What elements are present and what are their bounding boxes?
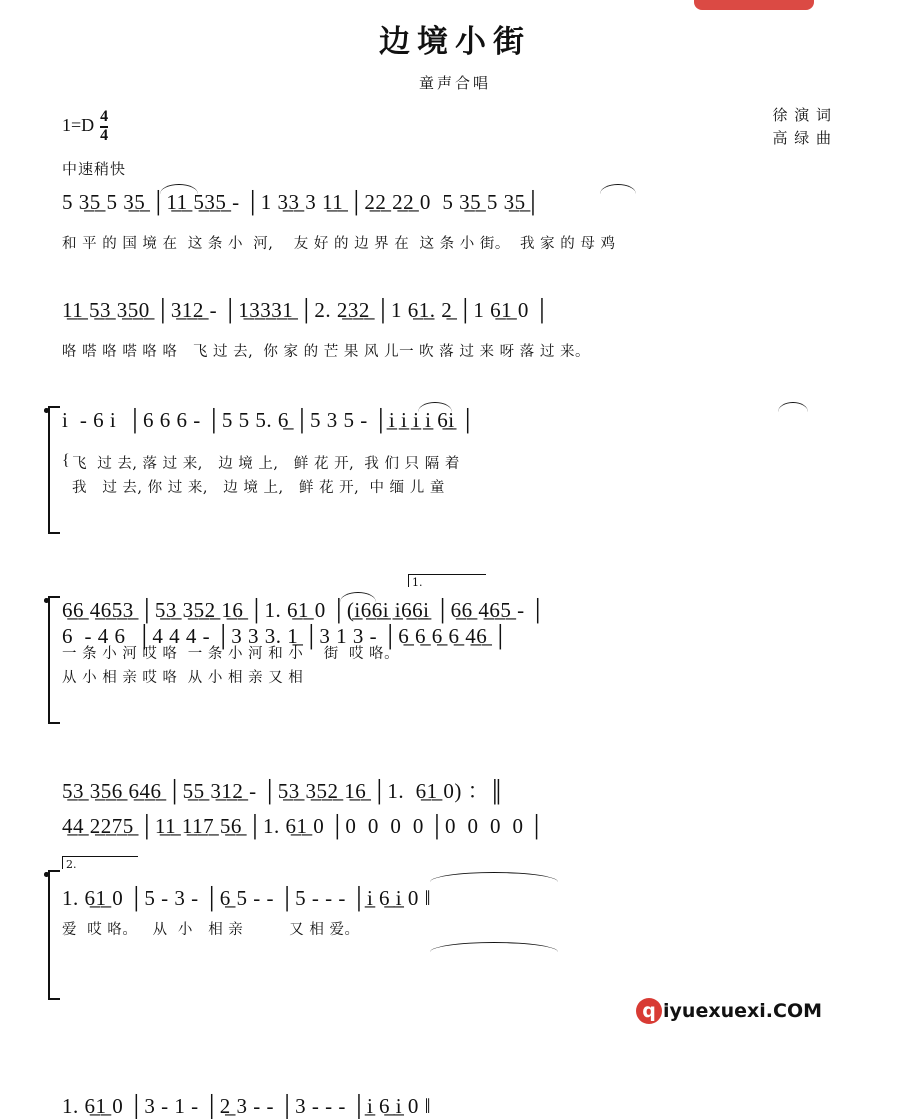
system-1-staff	[0, 190, 910, 220]
slur	[160, 184, 198, 194]
system-2-melody: 1̲1̲ 5̲3̲ 3̲5̲0̲ │3̲1̲2̲ - │1̲3̲3̲3̲1̲ │2. 2̲3̲2̲ │1 6̲1̲. 2̲ │1 6̲1̲ 0 │	[62, 298, 550, 322]
system-5	[0, 775, 910, 805]
logo-text: iyuexuexi.COM	[663, 1000, 822, 1022]
system-1-lyrics: 和 平 的 国 境 在 这 条 小 河, 友 好 的 边 界 在 这 条 小 街。 我 家 的 母 鸡	[62, 236, 616, 252]
volta-bracket-1	[408, 574, 486, 587]
system-4-lower-lyrics: 从 小 相 亲 哎 咯 从 小 相 亲 又 相	[62, 670, 304, 686]
slur	[418, 402, 452, 412]
time-signature-numerator: 4	[100, 108, 109, 125]
volta-number: 1.	[412, 576, 423, 589]
system-3-upper-melody: i - 6 i │6 6 6 - │5 5 5. 6̲ │5 3 5 - │i̲ i̲ i̲ i̲ 6̲i̲ │	[62, 408, 476, 432]
key-signature-text: 1=D	[62, 115, 95, 136]
credits	[772, 104, 832, 149]
volta-bracket-2	[62, 856, 138, 869]
page-title: 边境小街	[379, 24, 531, 60]
composer-credit: 高 绿 曲	[772, 128, 832, 147]
system-3-lower-lyrics: 我 过 去, 你 过 来, 边 境 上, 鲜 花 开, 中 缅 儿 童	[72, 480, 445, 496]
tempo-marking: 中速稍快	[62, 160, 127, 178]
system-1-melody: 5 3̲5̲ 5 3̲5̲ │1̲1̲ 5̲3̲5̲ - │1 3̲3̲ 3 1̲1̲ │2̲2̲ 2̲2̲ 0 5 3̲5̲ 5 3̲5̲│	[62, 190, 541, 214]
system-2-staff	[0, 298, 910, 328]
system-6-lower-melody: 1. 6̲1̲ 0 │3 - 1 - │2̲ 3 - - │3 - - - │i̲ 6̲ i̲ 0 ‖	[62, 1094, 432, 1118]
system-4-upper-lyrics: 一 条 小 河 哎 咯 一 条 小 河 和 小 街 哎 咯。	[62, 646, 400, 662]
slur	[600, 184, 636, 194]
system-2	[0, 298, 910, 360]
lyric-brace: {	[62, 452, 70, 469]
system-6-upper-lyrics: 爱 哎 咯。 从 小 相 亲 又 相 爱。	[62, 922, 360, 938]
slur	[778, 402, 808, 412]
system-5-staff	[0, 775, 910, 805]
slur	[430, 942, 558, 952]
page-subtitle: 童声合唱	[418, 74, 491, 92]
system-4-upper-melody: 6̲6̲ 4̲6̲5̲3̲ │5̲3̲ 3̲5̲2̲ 1̲6̲ │1. 6̲1̲ 0 │(i̲6̲6̲i̲ i̲6̲6̲i̲ │6̲6̲ 4̲6̲5̲ - │	[62, 598, 546, 622]
system-3-lower-melody: 6 - 4 6 │4 4 4 - │3 3 3. 1̲ │3 1 3 - │6̲ 6̲ 6̲ 6̲ 4̲6̲ │	[62, 624, 509, 648]
system-4-lower-melody: 4̲4̲ 2̲2̲7̲5̲ │1̲1̲ 1̲1̲7̲ 5̲6̲ │1. 6̲1̲ 0 │0 0 0 0 │0 0 0 0 │	[62, 814, 545, 838]
slur	[340, 592, 376, 602]
site-logo-banner-top	[694, 0, 814, 10]
key-signature	[62, 108, 108, 144]
time-signature	[100, 109, 108, 145]
system-1	[0, 190, 910, 252]
logo-initial: q	[636, 998, 662, 1024]
system-4-upper-staff	[0, 598, 910, 628]
system-6-upper-melody: 1. 6̲1̲ 0 │5 - 3 - │6̲ 5 - - │5 - - - │i̲ 6̲ i̲ 0 ‖	[62, 886, 432, 910]
lyricist-credit: 徐 演 词	[772, 106, 832, 124]
volta-number: 2.	[66, 858, 77, 871]
system-5-melody: 5̲3̲ 3̲5̲6̲ 6̲4̲6̲ │5̲5̲ 3̲1̲2̲ - │5̲3̲ 3̲5̲2̲ 1̲6̲ │1. 6̲1̲ 0) ：║	[62, 779, 505, 803]
system-3-upper-lyrics: 飞 过 去, 落 过 来, 边 境 上, 鲜 花 开, 我 们 只 隔 着	[72, 456, 460, 472]
system-3-upper-staff	[0, 408, 910, 438]
site-logo-bottom	[636, 998, 822, 1024]
system-2-lyrics: 咯 嗒 咯 嗒 咯 咯 飞 过 去, 你 家 的 芒 果 风 儿一 吹 落 过 来 呀 落 过 来。	[62, 344, 590, 360]
time-signature-denominator: 4	[100, 126, 109, 144]
